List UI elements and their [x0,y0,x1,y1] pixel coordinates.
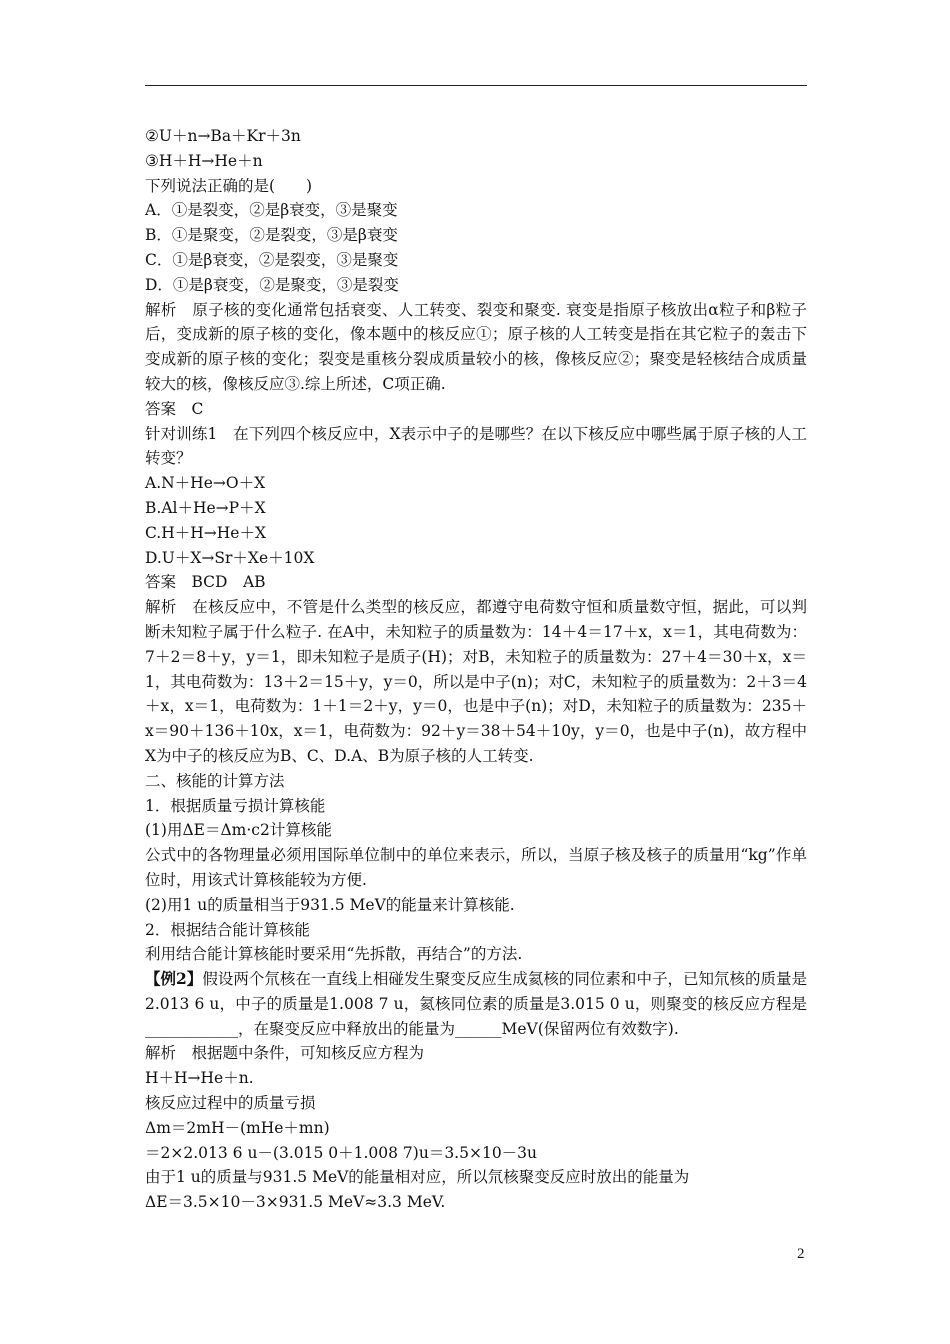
equation-energy: ΔE＝3.5×10－3×931.5 MeV≈3.3 MeV. [145,1193,446,1212]
answer-2: 答案 BCD AB [145,573,266,592]
method-1-heading: 1．根据质量亏损计算核能 [145,796,326,815]
method-2-text: 利用结合能计算核能时要采用“先拆散，再结合”的方法. [145,945,523,964]
reaction-option-c: C.H＋H→He＋X [145,523,266,542]
document-body [145,124,807,1215]
reaction-option-a: A.N＋He→O＋X [145,474,266,493]
equation-mass-loss: Δm＝2mH－(mHe＋mn) [145,1118,330,1137]
reaction-option-b: B.Al＋He→P＋X [145,498,266,517]
analysis-paragraph-2: 解析 在核反应中，不管是什么类型的核反应，都遵守电荷数守恒和质量数守恒，据此，可以判断未知粒子属于什么粒子. 在A中，未知粒子的质量数为：14＋4＝17＋x，x＝1，其电荷数为：7＋2＝8＋y，y＝1，即未知粒子是质子(H)；对B，未知粒子的质量数为：27＋4＝30＋x，x＝1，其电荷数为：13＋2＝15＋y，y＝0，所以是中子(n)；对C，未知粒子的质量数为：2＋3＝4＋x，x＝1，电荷数为：1＋1＝2＋y，y＝0，也是中子(n)；对D，未知粒子的质量数为：235＋x＝90＋136＋10x，x＝1，电荷数为：92＋y＝38＋54＋10y，y＝0，也是中子(n)，故方程中X为中子的核反应为B、C、D.A、B为原子核的人工转变. [145,598,807,765]
analysis-paragraph-1: 解析 原子核的变化通常包括衰变、人工转变、裂变和聚变. 衰变是指原子核放出α粒子和β粒子后，变成新的原子核的变化，像本题中的核反应①；原子核的人工转变是指在其它粒子的轰击下变成新的原子核的变化；裂变是重核分裂成质量较小的核，像核反应②；聚变是轻核结合成质量较大的核，像核反应③.综上所述，C项正确. [145,300,807,393]
analysis-3: 解析 根据题中条件，可知核反应方程为 [145,1044,425,1063]
option-d: D．①是β衰变，②是聚变，③是裂变 [145,275,399,294]
section-heading: 二、核能的计算方法 [145,771,285,790]
method-1b: (2)用1 u的质量相当于931.5 MeV的能量来计算核能. [145,895,515,914]
equation-mass-value: ＝2×2.013 6 u－(3.015 0＋1.008 7)u＝3.5×10－3u [145,1143,538,1162]
reaction-2: ②U＋n→Ba＋Kr＋3n [145,127,301,145]
energy-text: 由于1 u的质量与931.5 MeV的能量相对应，所以氘核聚变反应时放出的能量为 [145,1168,690,1187]
option-a: A．①是裂变，②是β衰变，③是聚变 [145,201,398,220]
question-stem: 下列说法正确的是( ) [145,176,313,195]
header-rule [145,85,807,86]
example-2-label: 【例2】 [145,969,203,989]
option-b: B．①是聚变，②是裂变，③是β衰变 [145,226,398,245]
reaction-3: ③H＋H→He＋n [145,151,263,170]
method-1a-text: 公式中的各物理量必须用国际单位制中的单位来表示，所以，当原子核及核子的质量用“kg”作单位时，用该式计算核能较为方便. [145,846,807,889]
method-2-heading: 2．根据结合能计算核能 [145,920,310,939]
option-c: C．①是β衰变，②是裂变，③是聚变 [145,250,399,269]
mass-loss-label: 核反应过程中的质量亏损 [145,1094,316,1113]
example-2-text: 假设两个氘核在一直线上相碰发生聚变反应生成氦核的同位素和中子，已知氘核的质量是2.013 6 u，中子的质量是1.008 7 u，氦核同位素的质量是3.015 0 u，则聚变的核反应方程是____________，在聚变反应中释放出的能量为______MeV(保留两位有效数字). [145,970,807,1038]
equation-reaction: H＋H→He＋n. [145,1069,254,1088]
page-number: 2 [797,1246,805,1262]
training-question-1: 针对训练1 在下列四个核反应中，X表示中子的是哪些？在以下核反应中哪些属于原子核的人工转变？ [145,424,807,468]
example-2 [145,967,807,1041]
method-1a: (1)用ΔE＝Δm·c2计算核能 [145,821,332,840]
reaction-option-d: D.U＋X→Sr＋Xe＋10X [145,548,315,567]
answer-1: 答案 C [145,399,204,418]
